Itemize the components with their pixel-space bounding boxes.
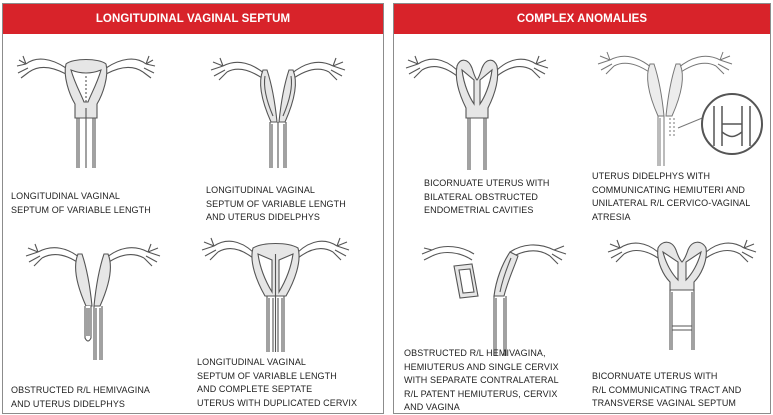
diagram-didelphys-communicating (592, 42, 767, 172)
panel-complex-anomalies (393, 3, 771, 414)
diagram-obstructed-hemivagina-didelphys (18, 236, 168, 366)
diagram-septum-didelphys (203, 44, 353, 174)
figure-caption: LONGITUDINAL VAGINAL SEPTUM OF VARIABLE LENGTH AND COMPLETE SEPTATE UTERUS WITH DUPLICATED CERVIX (197, 357, 358, 408)
diagram-obstructed-hemiuterus (414, 240, 574, 360)
figure-caption: OBSTRUCTED R/L HEMIVAGINA AND UTERUS DIDELPHYS (11, 385, 151, 409)
figure-caption: BICORNUATE UTERUS WITH R/L COMMUNICATING TRACT AND TRANSVERSE VAGINAL SEPTUM (592, 371, 742, 408)
figure-caption: LONGITUDINAL VAGINAL SEPTUM OF VARIABLE LENGTH AND UTERUS DIDELPHYS (206, 185, 346, 222)
diagram-longitudinal-septum (11, 46, 161, 176)
figure-caption: OBSTRUCTED R/L HEMIVAGINA, HEMIUTERUS AND SINGLE CERVIX WITH SEPARATE CONTRALATERAL R/L PATENT HEMIUTERUS, CERVIX AND VAGINA (404, 348, 559, 412)
panel-title: LONGITUDINAL VAGINAL SEPTUM (3, 4, 383, 34)
diagram-bicornuate-obstructed (402, 46, 552, 176)
figure-caption: UTERUS DIDELPHYS WITH COMMUNICATING HEMIUTERI AND UNILATERAL R/L CERVICO-VAGINAL ATRESIA (592, 171, 751, 222)
diagram-septate-duplicated-cervix (198, 230, 353, 355)
panel-longitudinal-vaginal-septum (2, 3, 384, 414)
figure-caption: BICORNUATE UTERUS WITH BILATERAL OBSTRUCTED ENDOMETRIAL CAVITIES (424, 178, 550, 215)
diagram-bicornuate-transverse-septum (602, 230, 762, 360)
panel-title: COMPLEX ANOMALIES (394, 4, 770, 34)
figure-caption: LONGITUDINAL VAGINAL SEPTUM OF VARIABLE LENGTH (11, 191, 151, 215)
